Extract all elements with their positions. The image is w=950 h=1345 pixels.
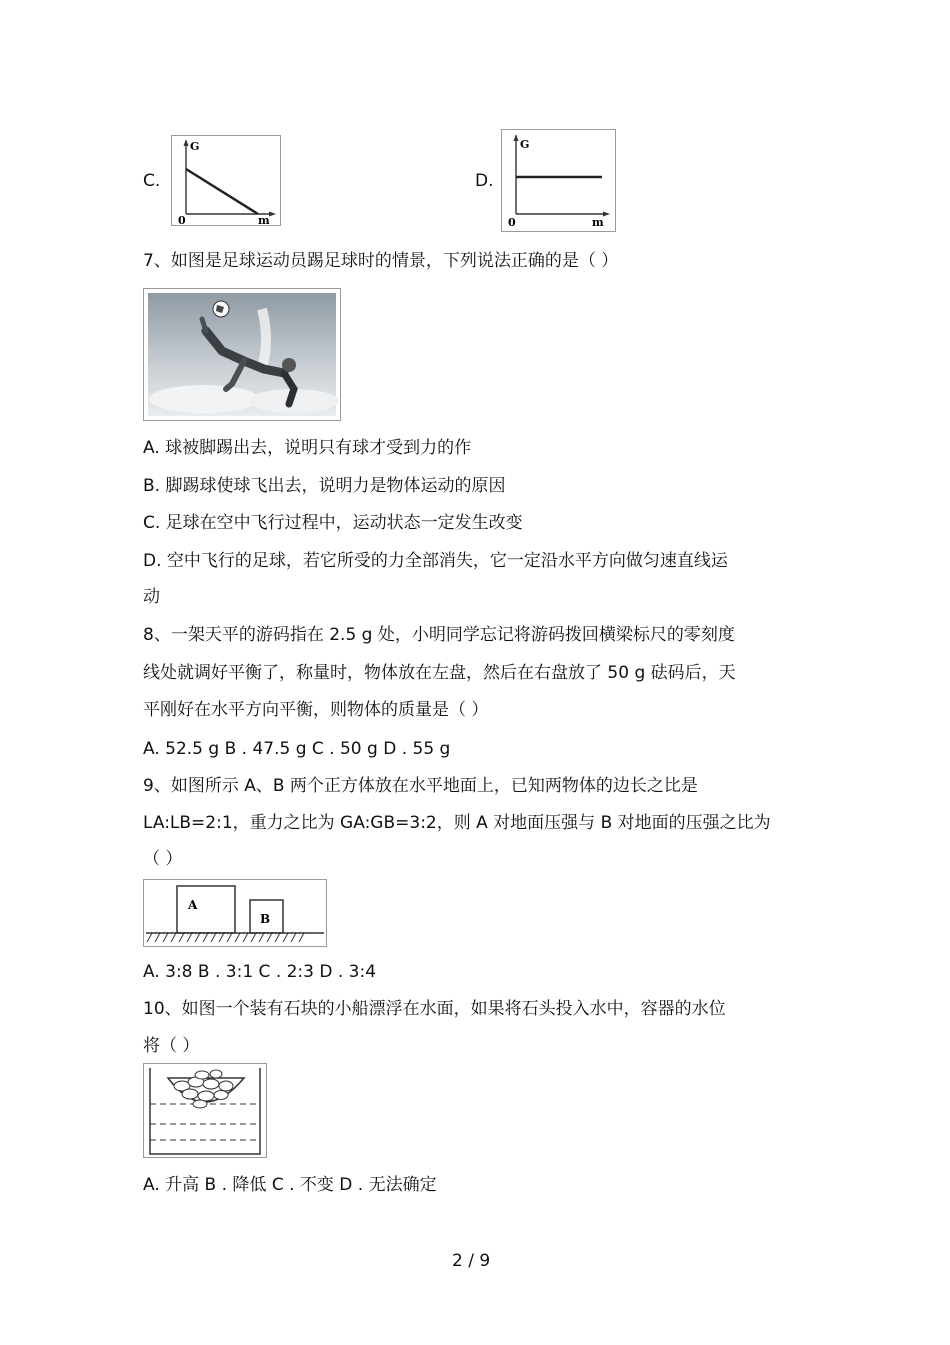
boat-figure-svg bbox=[144, 1064, 266, 1157]
graph-c-x-label: m bbox=[258, 214, 270, 225]
q7-stem: 7、如图是足球运动员踢足球时的情景，下列说法正确的是（ ） bbox=[143, 251, 619, 271]
q8-line-3: 平刚好在水平方向平衡，则物体的质量是（ ） bbox=[143, 700, 489, 720]
q10-options: A. 升高 B . 降低 C . 不变 D . 无法确定 bbox=[143, 1175, 437, 1195]
boat-figure bbox=[143, 1063, 267, 1158]
cube-a-label: A bbox=[188, 898, 198, 912]
graph-c-svg bbox=[172, 136, 280, 225]
soccer-photo bbox=[143, 288, 341, 421]
graph-c-y-label: G bbox=[190, 140, 200, 153]
graph-c-origin: 0 bbox=[178, 214, 186, 225]
soccer-photo-svg bbox=[144, 289, 340, 420]
q7-option-a: A. 球被脚踢出去，说明只有球才受到力的作 bbox=[143, 438, 472, 458]
q9-line-3: （ ） bbox=[143, 849, 183, 869]
q9-options: A. 3:8 B . 3:1 C . 2:3 D . 3:4 bbox=[143, 962, 377, 982]
cubes-figure bbox=[143, 879, 327, 947]
q8-options: A. 52.5 g B . 47.5 g C . 50 g D . 55 g bbox=[143, 739, 451, 759]
q10-line-2: 将（ ） bbox=[143, 1036, 200, 1056]
cube-a bbox=[177, 886, 235, 933]
graph-d bbox=[501, 129, 616, 232]
q7-option-b: B. 脚踢球使球飞出去，说明力是物体运动的原因 bbox=[143, 476, 506, 496]
graph-d-origin: 0 bbox=[508, 216, 516, 229]
graph-c bbox=[171, 135, 281, 226]
q7-option-d: D. 空中飞行的足球，若它所受的力全部消失，它一定沿水平方向做匀速直线运 bbox=[143, 551, 728, 571]
graph-c-line bbox=[186, 169, 258, 214]
graph-d-y-label: G bbox=[520, 138, 530, 151]
q7-option-d-cont: 动 bbox=[143, 587, 160, 607]
q8-line-2: 线处就调好平衡了，称量时，物体放在左盘，然后在右盘放了 50 g 砝码后，天 bbox=[143, 663, 736, 683]
q8-line-1: 8、一架天平的游码指在 2.5 g 处，小明同学忘记将游码拨回横梁标尺的零刻度 bbox=[143, 625, 735, 645]
graph-d-x-label: m bbox=[592, 216, 604, 229]
cube-b-label: B bbox=[260, 912, 271, 926]
page-number: 2 / 9 bbox=[452, 1251, 491, 1271]
q7-option-c: C. 足球在空中飞行过程中，运动状态一定发生改变 bbox=[143, 513, 523, 533]
option-c-label: C. bbox=[143, 171, 161, 191]
q9-line-2: LA:LB=2:1，重力之比为 GA:GB=3:2，则 A 对地面压强与 B 对地面的压强之比为 bbox=[143, 813, 771, 833]
cubes-figure-svg bbox=[144, 880, 326, 946]
graph-d-svg bbox=[502, 130, 615, 231]
option-d-label: D. bbox=[475, 171, 494, 191]
q10-line-1: 10、如图一个装有石块的小船漂浮在水面，如果将石头投入水中，容器的水位 bbox=[143, 999, 726, 1019]
ground-hatching bbox=[147, 933, 304, 942]
q9-line-1: 9、如图所示 A、B 两个正方体放在水平地面上，已知两物体的边长之比是 bbox=[143, 776, 698, 796]
